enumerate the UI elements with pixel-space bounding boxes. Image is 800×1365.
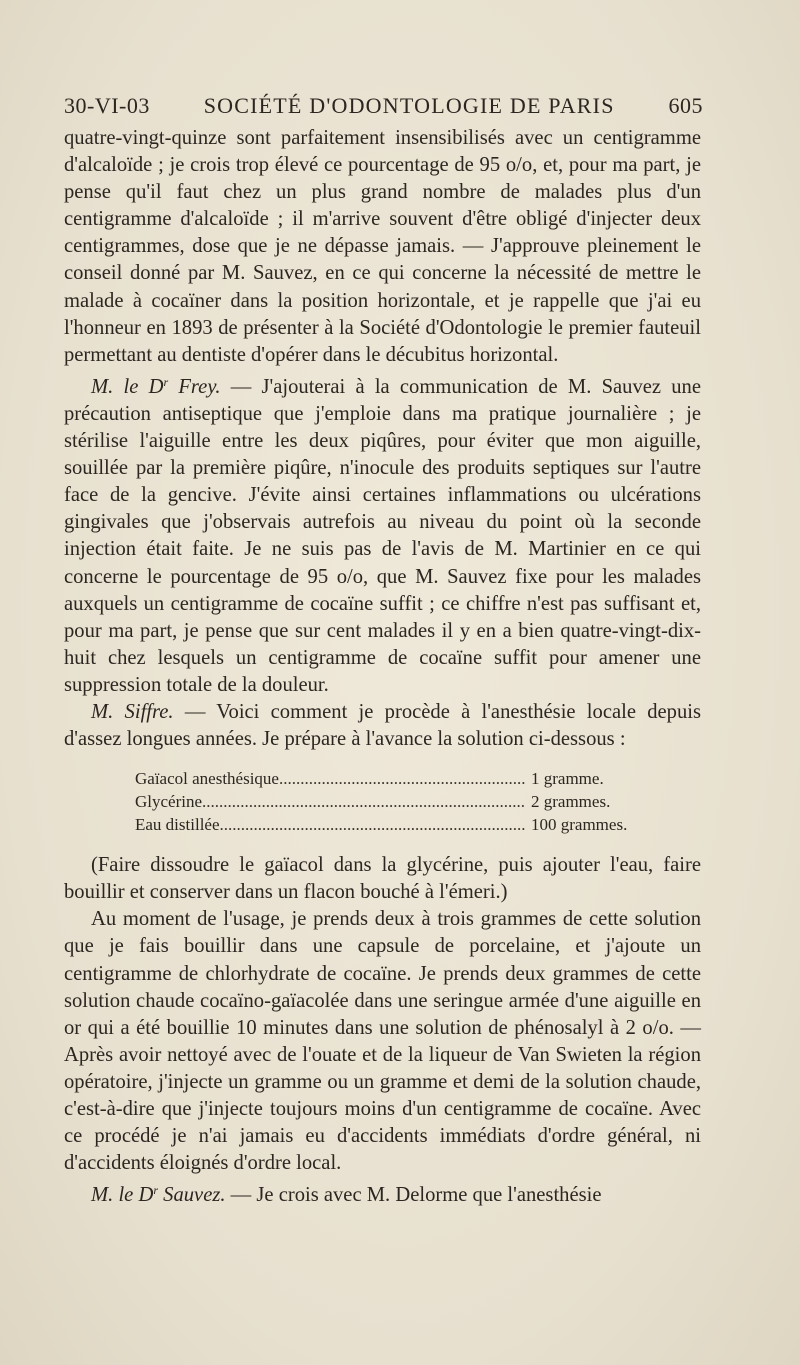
paragraph-instructions: (Faire dissoudre le gaïacol dans la glycérine, puis ajouter l'eau, faire bouillir et conserver dans un flacon bouché à l'émeri.) bbox=[64, 854, 701, 904]
formula-list bbox=[64, 767, 643, 836]
paragraph-usage: Au moment de l'usage, je prends deux à trois grammes de cette solution que je fais bouillir dans une capsule de porcelaine, et j'ajoute un centigramme de chlorhydrate de cocaïne. Je prends deux grammes de cette solution chaude cocaïno-gaïacolée dans une seringue armée d'une aiguille en or qui a été bouillie 10 minutes dans une solution de phénosalyl à 2 o/o. — Après avoir nettoyé avec de l'ouate et de la liqueur de Van Swieten la région opératoire, j'injecte un gramme ou un gramme et demi de la solution chaude, c'est-à-dire que j'injecte toujours moins d'un centigramme de cocaïne. Avec ce procédé je n'ai jamais eu d'accidents immédiats d'ordre général, ni d'accidents éloignés d'ordre local. bbox=[64, 908, 701, 1175]
sauvez-text: — Je crois avec M. Delorme que l'anesthésie bbox=[225, 1184, 602, 1207]
dot-leader bbox=[202, 790, 525, 813]
ingredient-quantity: 100 grammes. bbox=[531, 815, 628, 835]
formula-row bbox=[135, 790, 643, 813]
paragraph-siffre bbox=[64, 699, 701, 753]
page-number: 605 bbox=[668, 93, 703, 118]
paragraph-sauvez bbox=[64, 1177, 701, 1209]
body-text bbox=[64, 125, 701, 1209]
header-title: SOCIÉTÉ D'ODONTOLOGIE DE PARIS bbox=[203, 93, 615, 118]
paragraph-frey bbox=[64, 369, 701, 699]
header-date: 30-VI-03 bbox=[64, 93, 150, 118]
ingredient-name: Gaïacol anesthésique bbox=[135, 769, 279, 789]
running-header bbox=[64, 93, 703, 119]
ingredient-name: Glycérine bbox=[135, 792, 203, 812]
frey-text: — J'ajouterai à la communication de M. Sauvez une précaution antiseptique que j'emploie dans ma pratique journalière ; je stérilise l'aiguille entre les deux piqûres, pour éviter que mon aiguille, souillée par la première piqûre, n'inocule des produits septiques sur l'autre face de la gencive. J'évite ainsi certaines inflammations ou ulcérations gingivales que j'observais autrefois au niveau du point où la seconde injection était faite. Je ne suis pas de l'avis de M. Martinier en ce qui concerne le pourcentage de 95 o/o, que M. Sauvez fixe pour les malades auxquels un centigramme de cocaïne suffit ; ce chiffre n'est pas suffisant et, pour ma part, je pense que sur cent malades il y en a bien quatre-vingt-dix-huit chez lesquels un centigramme de cocaïne suffit pour amener une suppression totale de la douleur. bbox=[64, 375, 701, 696]
formula-row bbox=[135, 813, 643, 836]
ingredient-quantity: 2 grammes. bbox=[531, 792, 611, 812]
ingredient-name: Eau distillée bbox=[135, 815, 220, 835]
dot-leader bbox=[220, 813, 525, 836]
speaker-siffre: M. Siffre. bbox=[91, 700, 174, 723]
ingredient-quantity: 1 gramme. bbox=[531, 769, 604, 789]
speaker-frey: M. le $D^r$ Frey. bbox=[91, 374, 221, 398]
formula-row bbox=[135, 767, 643, 790]
dot-leader bbox=[279, 767, 525, 790]
speaker-sauvez: M. le $D^r$ Sauvez. bbox=[91, 1183, 226, 1207]
paragraph-continued: quatre-vingt-quinze sont parfaitement insensibilisés avec un centigramme d'alcaloïde ; je crois trop élevé ce pourcentage de 95 o/o, et, pour ma part, je pense qu'il faut chez un plus grand nombre de malades plus d'un centigramme d'alcaloïde ; il m'arrive souvent d'être obligé d'injecter deux centigrammes, dose que je ne dépasse jamais. — J'approuve pleinement le conseil donné par M. Sauvez, en ce qui concerne la nécessité de mettre le malade à cocaïner dans la position horizontale, et je rappelle que j'ai eu l'honneur en 1893 de présenter à la Société d'Odontologie le premier fauteuil permettant au dentiste d'opérer dans le décubitus horizontal. bbox=[64, 127, 701, 366]
siffre-text: — Voici comment je procède à l'anesthésie locale depuis d'assez longues années. Je prépare à l'avance la solution ci-dessous : bbox=[64, 700, 701, 751]
